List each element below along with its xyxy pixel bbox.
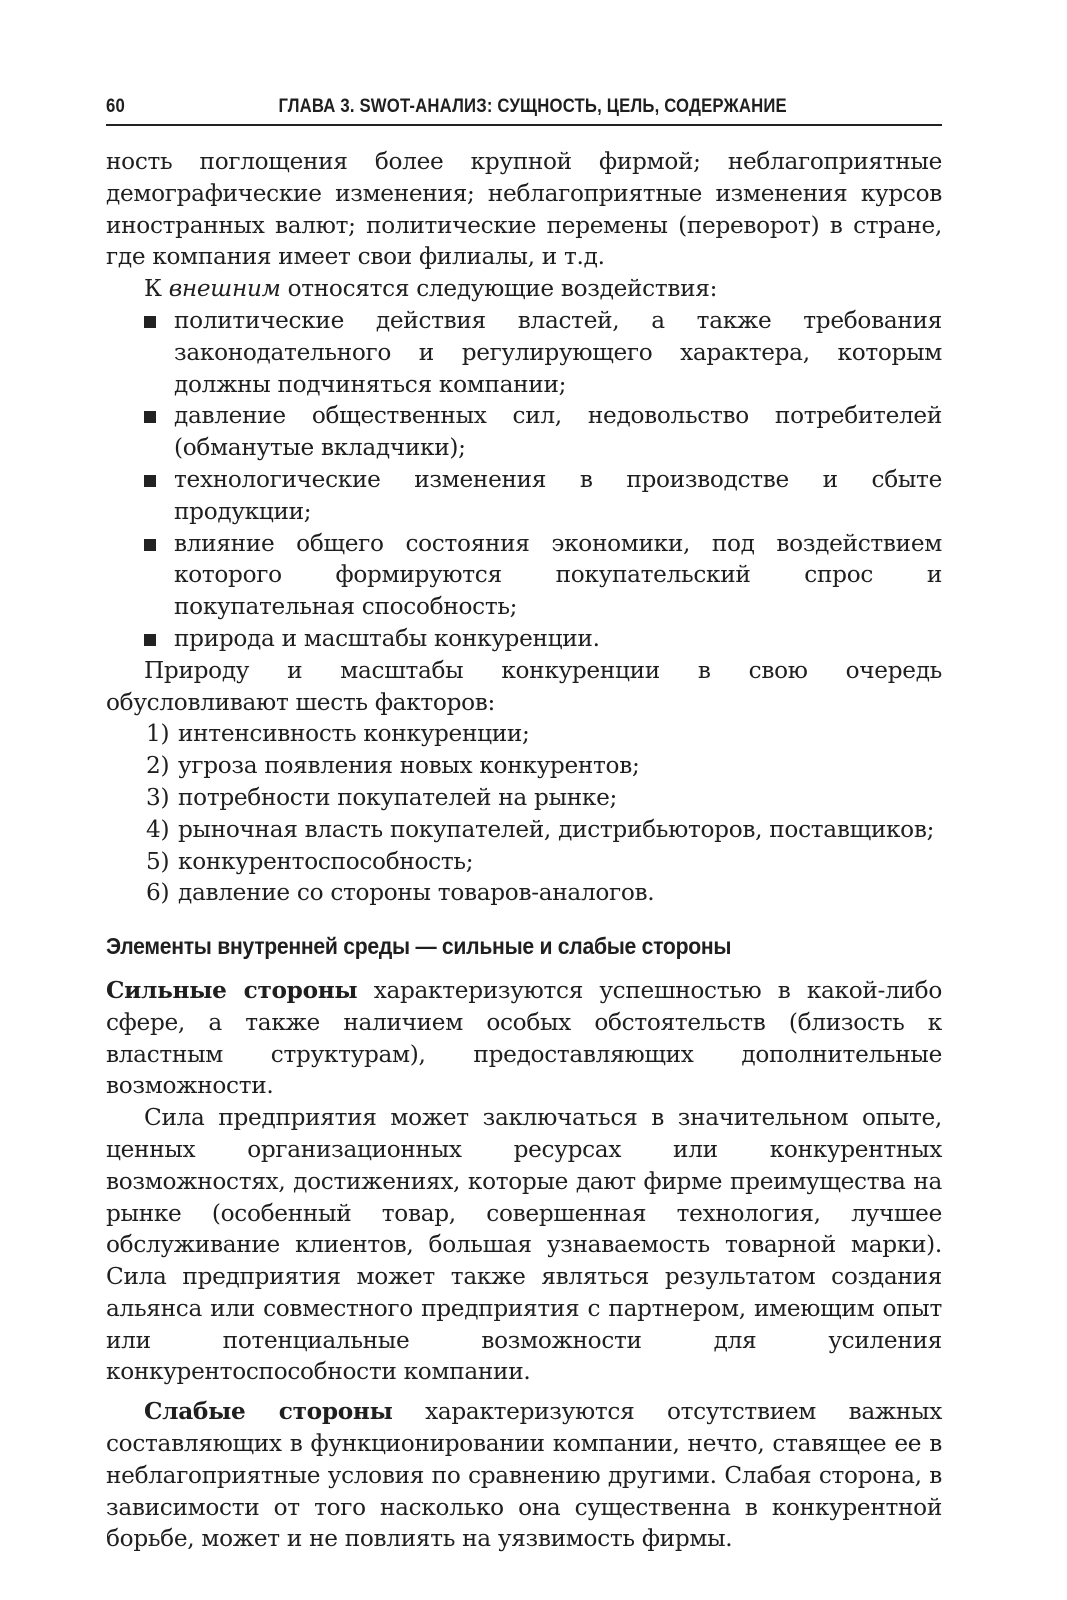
list-item [146, 782, 942, 814]
strength-detail-paragraph: Сила предприятия может заключаться в значительном опыте, ценных организационных ресурсах или конкурентных возможностях, достижениях, которые дают фирме преимущества на рынке (особенный товар, совершенная технология, лучшее обслуживание клиентов, большая узнаваемость товарной марки). Сила предприятия может также являться результатом создания альянса или совместного предприятия с партнером, имеющим опыт или потенциальные возможности для усиления конкурентоспособности компании. [106, 1104, 942, 1386]
item-number: 4) [146, 815, 170, 843]
list-item: давление общественных сил, недовольство потребителей (обманутые вкладчики); [174, 400, 942, 464]
section-heading: Элементы внутренней среды — сильные и слабые стороны [106, 933, 732, 960]
chapter-title: ГЛАВА 3. SWOT-АНАЛИЗ: СУЩНОСТЬ, ЦЕЛЬ, СОДЕРЖАНИЕ [278, 96, 787, 117]
list-item [146, 846, 942, 878]
running-head [106, 96, 942, 126]
external-suffix: относятся следующие воздействия: [280, 275, 718, 303]
item-number: 1) [146, 720, 170, 748]
paragraph-gap [106, 1388, 942, 1396]
weaknesses-term: Слабые стороны [144, 1398, 393, 1426]
weaknesses-paragraph [106, 1396, 942, 1555]
competition-intro: Природу и масштабы конкуренции в свою очередь обусловливают шесть факторов: [106, 656, 942, 716]
item-number: 2) [146, 752, 170, 780]
list-item [146, 718, 942, 750]
item-number: 6) [146, 879, 170, 907]
external-factors-intro [106, 273, 942, 305]
item-text: интенсивность конкуренции; [178, 720, 530, 748]
item-number: 3) [146, 783, 170, 811]
strengths-definition: характеризуются успешностью в какой-либо сфере, а также наличием особых обстоятельств (близость к властным структурам), предоставляющих дополнительные возможности. [106, 976, 942, 1100]
item-text: потребности покупателей на рынке; [178, 783, 618, 811]
competition-factors-list [106, 718, 942, 909]
item-text: угроза появления новых конкурентов; [178, 752, 640, 780]
list-item [146, 814, 942, 846]
page-body [106, 146, 942, 1555]
book-page [106, 96, 942, 1555]
list-item: политические действия властей, а также требования законодательного и регулирующего характера, которым должны подчиняться компании; [174, 305, 942, 400]
list-item [146, 750, 942, 782]
strengths-term: Сильные стороны [106, 976, 358, 1004]
item-number: 5) [146, 847, 170, 875]
external-prefix: К [144, 275, 169, 303]
item-text: конкурентоспособность; [178, 847, 474, 875]
continuation-paragraph: ность поглощения более крупной фирмой; неблагоприятные демографические изменения; неблагоприятные изменения курсов иностранных валют; политические перемены (переворот) в стране, где компания имеет свои филиалы, и т.д. [106, 148, 942, 271]
item-text: давление со стороны товаров-аналогов. [178, 879, 655, 907]
weaknesses-definition: характеризуются отсутствием важных составляющих в функционировании компании, нечто, ставящее ее в неблагоприятные условия по сравнению другими. Слабая сторона, в зависимости от того насколько она существенна в конкурентной борьбе, может и не повлиять на уязвимость фирмы. [106, 1398, 942, 1553]
item-text: рыночная власть покупателей, дистрибьюторов, поставщиков; [178, 815, 935, 843]
list-item: технологические изменения в производстве и сбыте продукции; [174, 464, 942, 528]
list-item: влияние общего состояния экономики, под воздействием которого формируются покупательский спрос и покупательная способность; [174, 528, 942, 623]
list-item [146, 877, 942, 909]
page-number: 60 [106, 96, 125, 117]
external-emphasis: внешним [168, 275, 281, 303]
list-item: природа и масштабы конкуренции. [174, 623, 942, 655]
external-factors-list [106, 305, 942, 655]
strengths-paragraph [106, 975, 942, 1102]
